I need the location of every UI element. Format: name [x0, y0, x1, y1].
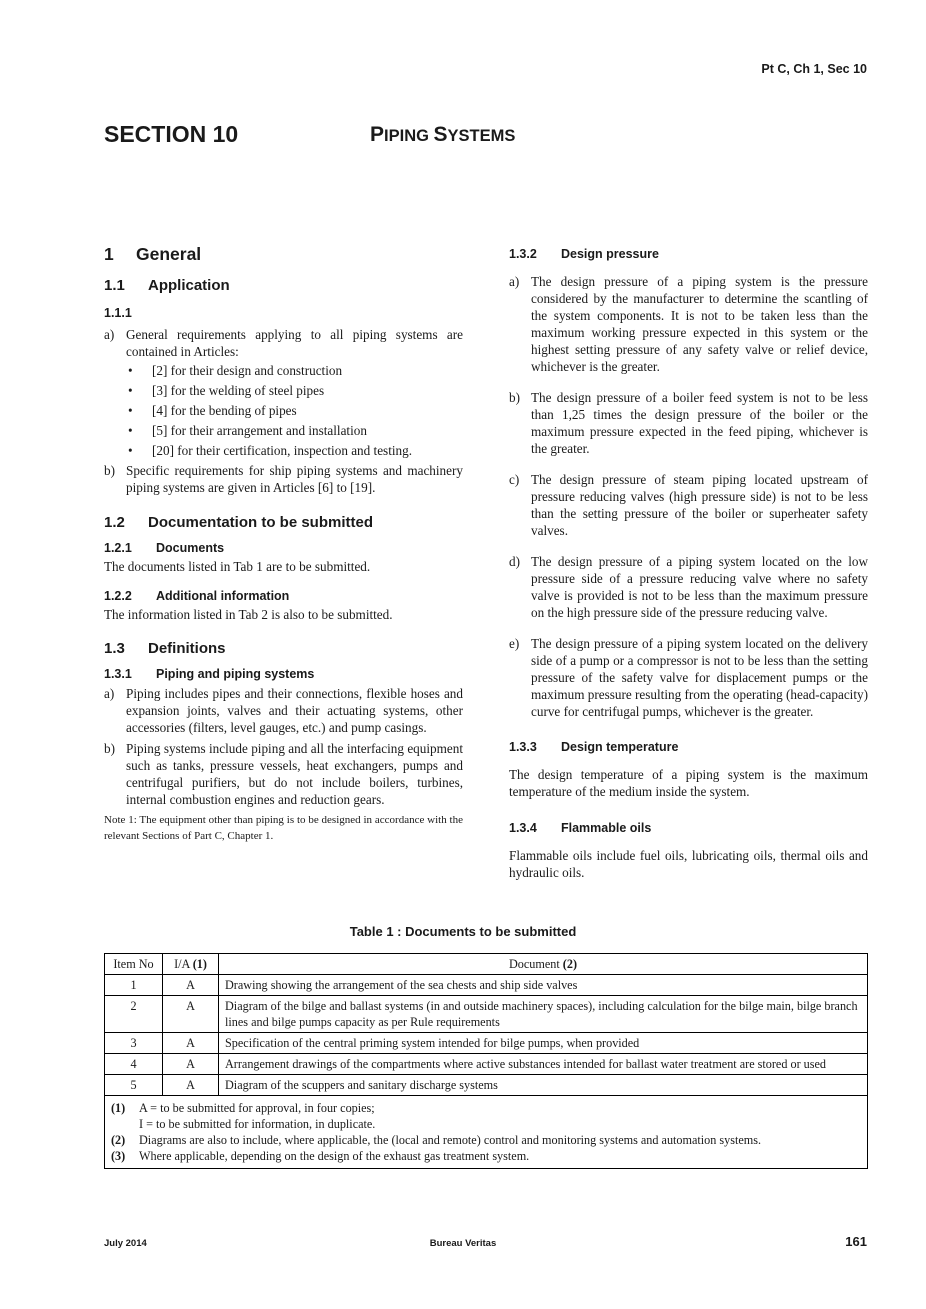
table-note	[111, 1100, 861, 1116]
item-label: e)	[509, 636, 520, 651]
heading-1-1-1: 1.1.1	[104, 306, 132, 320]
table-row	[105, 1054, 868, 1075]
paragraph: The information listed in Tab 2 is also to be submitted.	[104, 607, 393, 622]
item-text: The design pressure of a boiler feed system is not to be less than 1,25 times the design pressure of the boiler or the maximum pressure expected in the feed piping, whichever is the greater.	[531, 390, 868, 456]
item-text: The design pressure of a piping system located on the delivery side of a pump or a compressor is not to be less than the setting pressure of the safety valve for displacement pumps or the maximum pressure resulting from the operating (head-capacity) curve for centrifugal pumps, whichever is the greater.	[531, 636, 868, 719]
cell-document: Diagram of the bilge and ballast systems (in and outside machinery spaces), including calculation for the bilge main, bilge branch lines and bilge pumps capacity as per Rule requirements	[219, 996, 868, 1033]
table-note	[111, 1116, 861, 1132]
heading-general	[104, 246, 463, 263]
column-header-item-no: Item No	[105, 954, 163, 975]
footnote-ref: (1)	[192, 957, 207, 971]
list-item	[509, 635, 868, 720]
bullet-item: • [4] for the bending of pipes	[126, 402, 463, 419]
list-item	[104, 685, 463, 736]
note-key: (3)	[111, 1149, 126, 1163]
column-header-document	[219, 954, 868, 975]
section-title	[370, 123, 515, 147]
note-text: Where applicable, depending on the design of the exhaust gas treatment system.	[139, 1149, 530, 1163]
item-text: The design pressure of a piping system is the pressure considered by the manufacturer to determine the scantling of the system components. It is not to be taken less than the maximum working pressure expected in this system or the highest setting pressure of any safety valve or relief device, whichever is the greater.	[531, 274, 868, 374]
bullet-item: • [2] for their design and construction	[126, 362, 463, 379]
heading-text: Application	[148, 277, 230, 294]
section-title-rest-1: IPING	[384, 127, 434, 145]
heading-number: 1.3	[104, 640, 125, 657]
section-title-rest-2: YSTEMS	[447, 127, 516, 145]
heading-application	[104, 277, 463, 294]
item-label: b)	[104, 463, 115, 478]
cell-ia: A	[163, 996, 219, 1033]
page-number: 161	[845, 1234, 867, 1249]
heading-text: Design pressure	[561, 247, 659, 261]
cell-ia: A	[163, 1033, 219, 1054]
table-row	[105, 1075, 868, 1096]
list-item	[104, 740, 463, 808]
section-number: SECTION 10	[104, 121, 239, 147]
item-text: General requirements applying to all piping systems are contained in Articles:	[126, 327, 463, 359]
heading-number: 1.2	[104, 514, 125, 531]
heading-number: 1	[104, 244, 114, 264]
note-key: (1)	[111, 1101, 126, 1115]
table-notes-row	[105, 1096, 868, 1169]
heading-definitions	[104, 640, 463, 657]
note-key: (2)	[111, 1133, 126, 1147]
cell-item-no: 5	[105, 1075, 163, 1096]
table-notes	[105, 1096, 868, 1169]
heading-piping-systems	[104, 666, 463, 683]
heading-number: 1.2.2	[104, 589, 132, 603]
section-title-initial-2: S	[433, 123, 448, 146]
item-text: The design pressure of steam piping located upstream of pressure reducing valves (high pressure side) is not to be less than the setting pressure of the boiler or superheater safety valves.	[531, 472, 868, 538]
cell-ia: A	[163, 1075, 219, 1096]
item-label: a)	[104, 327, 115, 342]
note-key	[111, 1116, 139, 1132]
item-label: a)	[509, 274, 520, 289]
footer-publisher: Bureau Veritas	[429, 1238, 497, 1249]
table-header-row	[105, 954, 868, 975]
cell-document: Drawing showing the arrangement of the sea chests and ship side valves	[219, 975, 868, 996]
heading-text: General	[136, 244, 202, 264]
note-text: Diagrams are also to include, where applicable, the (local and remote) control and monitoring systems and automation systems.	[139, 1133, 762, 1147]
cell-item-no: 4	[105, 1054, 163, 1075]
cell-item-no: 3	[105, 1033, 163, 1054]
item-text: The design pressure of a piping system located on the low pressure side of a pressure reducing valve where no safety valve is provided is not to be less than the maximum pressure on the high pressure side of the pressure reducing valve.	[531, 554, 868, 620]
paragraph: The design temperature of a piping system is the maximum temperature of the medium inside the system.	[509, 767, 868, 799]
cell-document: Diagram of the scuppers and sanitary discharge systems	[219, 1075, 868, 1096]
footnote-ref: (2)	[562, 957, 578, 971]
bullet-item: • [3] for the welding of steel pipes	[126, 382, 463, 399]
header-text: Document	[508, 957, 560, 971]
page-header-reference: Pt C, Ch 1, Sec 10	[761, 62, 867, 76]
item-label: a)	[104, 686, 115, 701]
heading-text: Piping and piping systems	[156, 667, 315, 681]
list-item	[104, 326, 463, 360]
heading-number: 1.3.4	[509, 821, 537, 835]
section-title-initial-1: P	[370, 123, 385, 146]
cell-item-no: 1	[105, 975, 163, 996]
bullet-item: • [20] for their certification, inspection and testing.	[126, 442, 463, 459]
heading-design-pressure	[509, 246, 868, 263]
table-row	[105, 996, 868, 1033]
item-label: d)	[509, 554, 520, 569]
bullet-item: • [5] for their arrangement and installation	[126, 422, 463, 439]
heading-number: 1.1	[104, 277, 125, 294]
heading-number: 1.3.3	[509, 740, 537, 754]
heading-text: Additional information	[156, 589, 290, 603]
table-caption: Table 1 : Documents to be submitted	[349, 924, 577, 939]
heading-additional-information	[104, 588, 463, 605]
list-item	[104, 462, 463, 496]
table-note	[111, 1132, 861, 1148]
heading-flammable-oils	[509, 820, 868, 837]
item-label: b)	[509, 390, 520, 405]
note: Note 1: The equipment other than piping is to be designed in accordance with the relevant Sections of Part C, Chapter 1.	[104, 814, 463, 842]
heading-number: 1.3.1	[104, 667, 132, 681]
heading-number: 1.2.1	[104, 541, 132, 555]
heading-text: Design temperature	[561, 740, 679, 754]
heading-documentation	[104, 514, 463, 531]
header-text: I/A	[174, 957, 190, 971]
cell-ia: A	[163, 975, 219, 996]
paragraph: Flammable oils include fuel oils, lubricating oils, thermal oils and hydraulic oils.	[509, 848, 868, 880]
footer-date: July 2014	[104, 1238, 147, 1249]
heading-text: Documentation to be submitted	[148, 514, 373, 531]
documents-table	[104, 953, 868, 1169]
table-row	[105, 975, 868, 996]
paragraph: The documents listed in Tab 1 are to be submitted.	[104, 559, 371, 574]
table-row	[105, 1033, 868, 1054]
list-item	[509, 389, 868, 457]
note-text: A = to be submitted for approval, in four copies;	[139, 1101, 375, 1115]
heading-text: Definitions	[148, 640, 226, 657]
item-text: Piping systems include piping and all the interfacing equipment such as tanks, pressure vessels, heat exchangers, pumps and centrifugal purifiers, but do not include boilers, turbines, internal combustion engines and reduction gears.	[126, 741, 463, 807]
left-column	[104, 240, 463, 844]
cell-document: Arrangement drawings of the compartments where active substances intended for ballast water treatment are stored or used	[219, 1054, 868, 1075]
heading-number: 1.3.2	[509, 247, 537, 261]
list-item	[509, 553, 868, 621]
item-label: b)	[104, 741, 115, 756]
cell-item-no: 2	[105, 996, 163, 1033]
heading-documents	[104, 540, 463, 557]
list-item	[509, 471, 868, 539]
article-list	[126, 362, 463, 459]
item-label: c)	[509, 472, 520, 487]
heading-design-temperature	[509, 739, 868, 756]
item-text: Specific requirements for ship piping systems and machinery piping systems are given in Articles [6] to [19].	[126, 463, 463, 495]
column-header-ia	[163, 954, 219, 975]
note-text: I = to be submitted for information, in duplicate.	[139, 1117, 376, 1131]
item-text: Piping includes pipes and their connections, flexible hoses and expansion joints, valves and their actuating systems, other accessories (filters, level gauges, etc.) and pump casings.	[126, 686, 463, 735]
list-item	[509, 273, 868, 375]
cell-ia: A	[163, 1054, 219, 1075]
heading-text: Flammable oils	[561, 821, 652, 835]
cell-document: Specification of the central priming system intended for bilge pumps, when provided	[219, 1033, 868, 1054]
right-column	[509, 246, 868, 897]
heading-text: Documents	[156, 541, 225, 555]
table-note	[111, 1148, 861, 1164]
